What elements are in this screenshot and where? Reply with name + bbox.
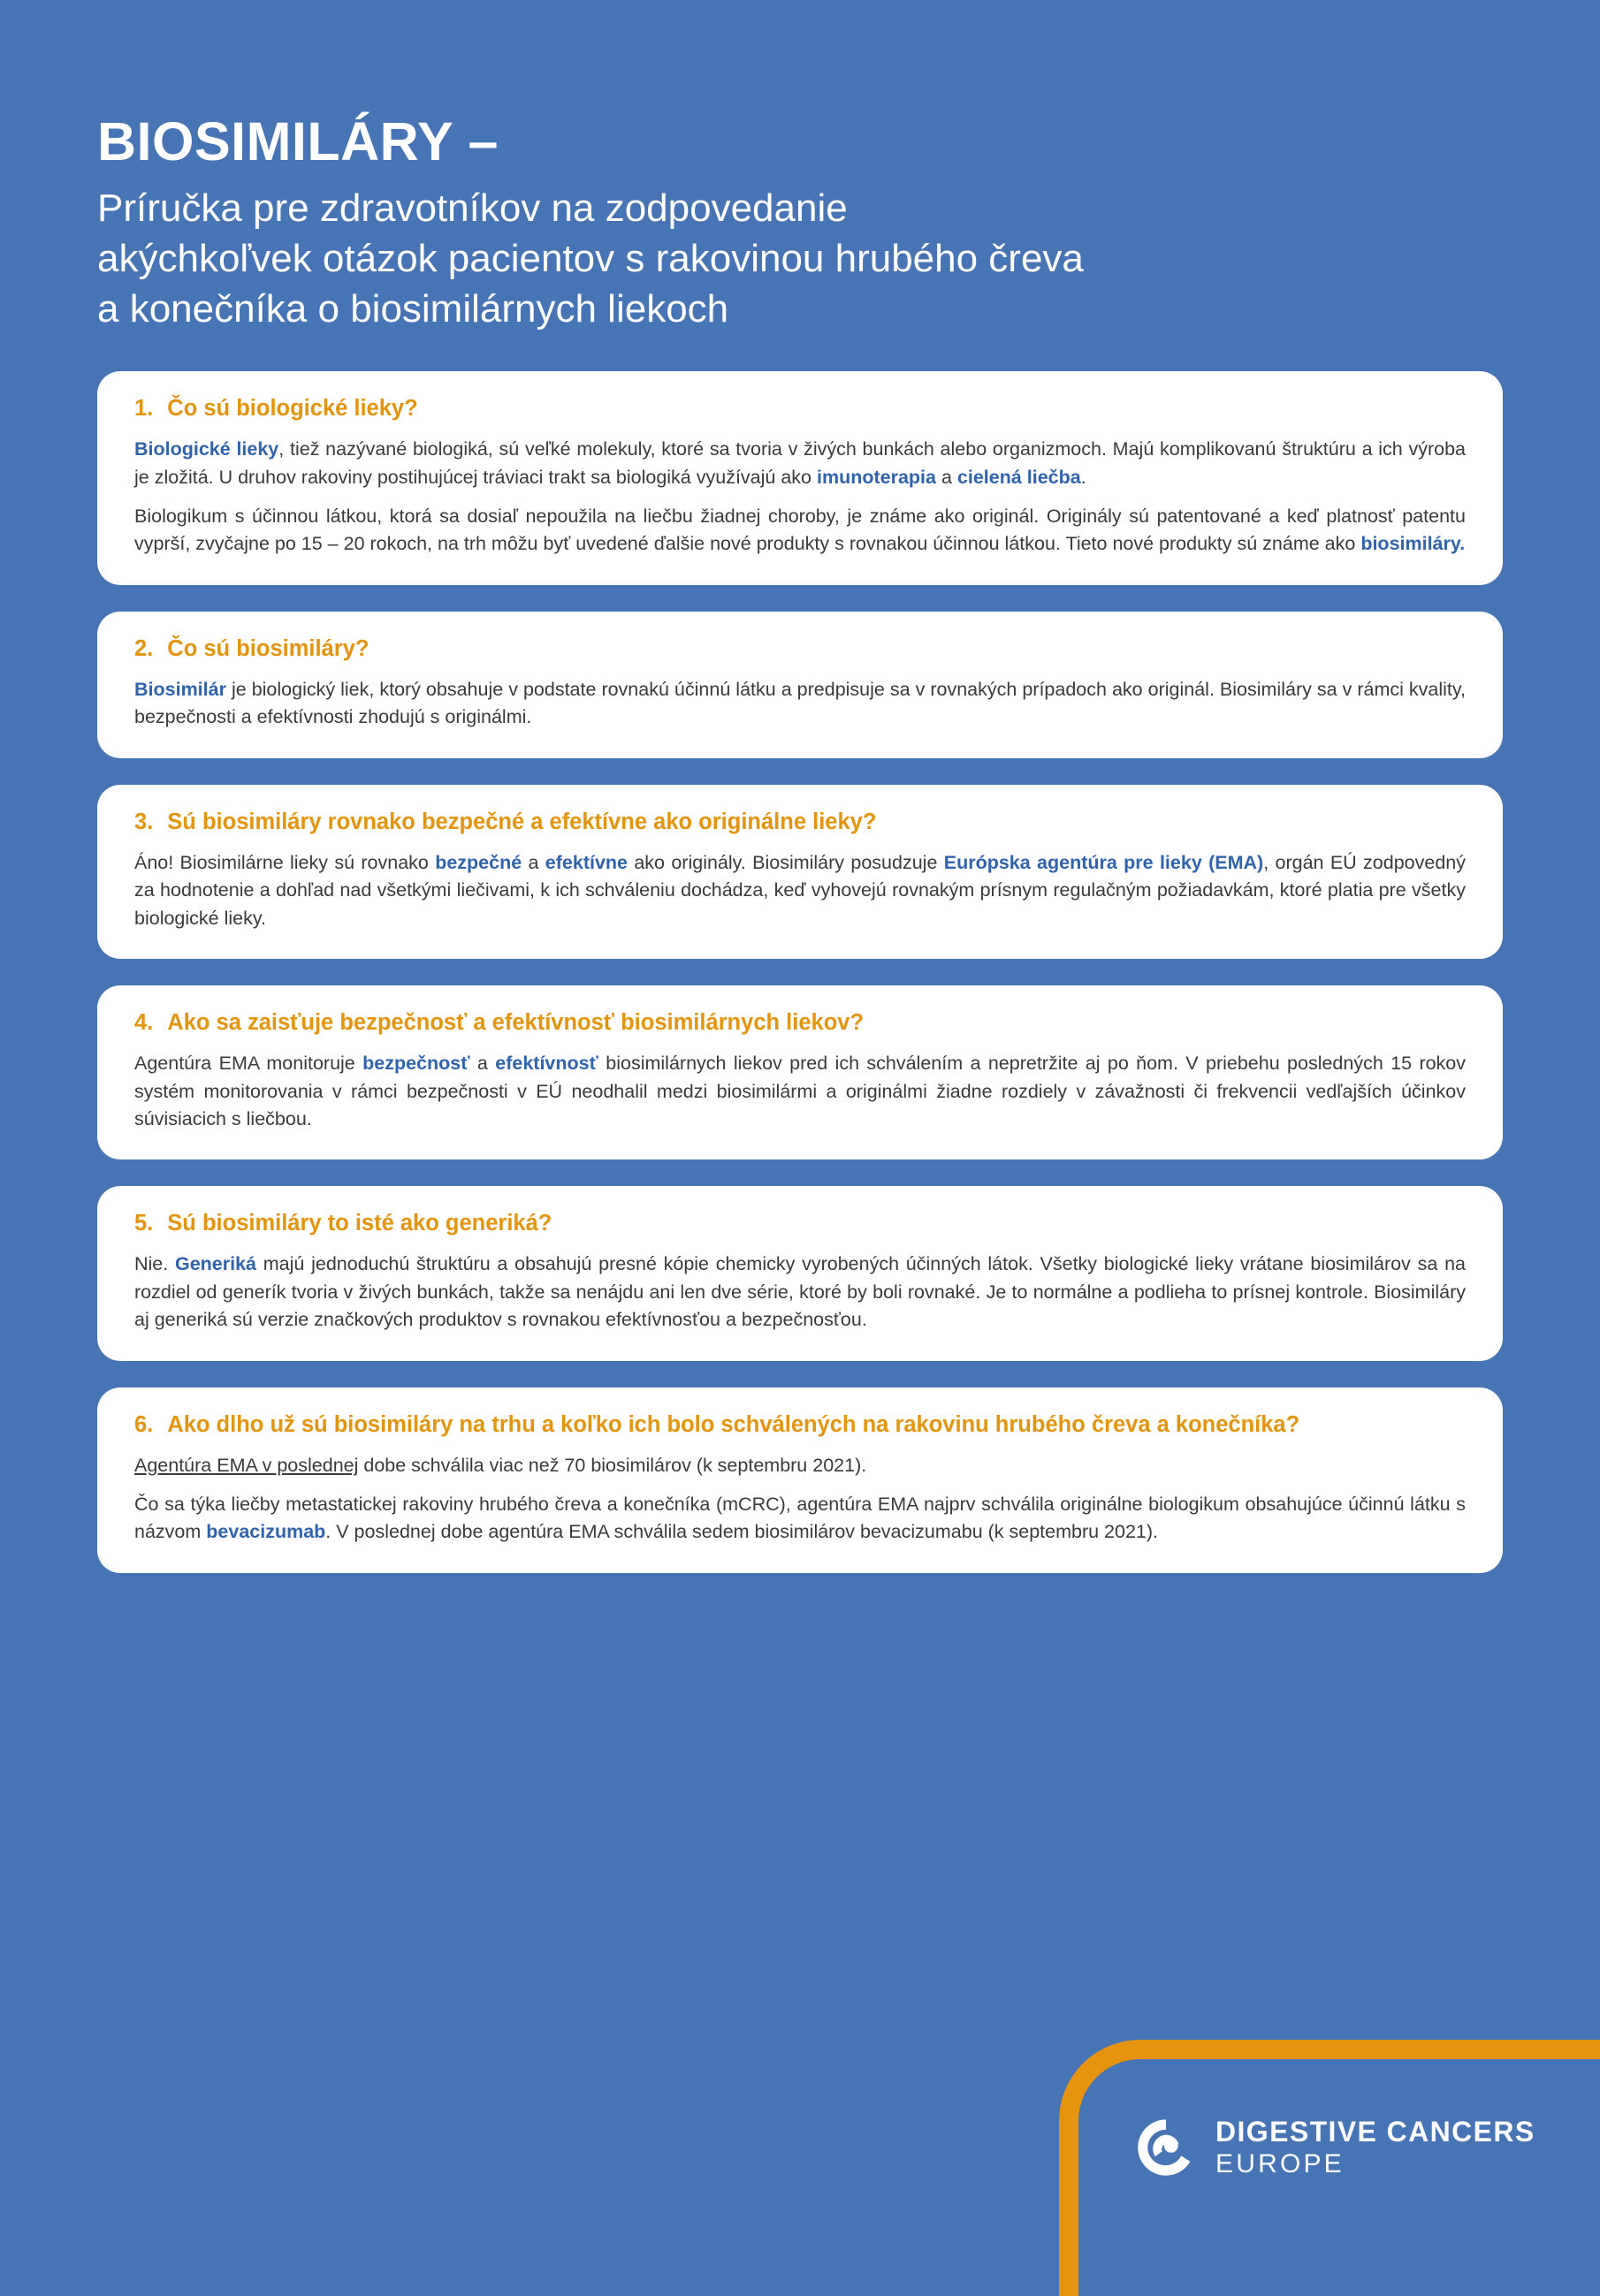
faq-answer-paragraph (134, 849, 1466, 932)
faq-card (97, 612, 1503, 758)
answer-text-run: Agentúra EMA monitoruje (134, 1053, 363, 1075)
answer-text-run: a (522, 851, 545, 873)
highlighted-term: Biosimilár (134, 679, 226, 700)
digestive-cancers-europe-c-mark-icon (1134, 2116, 1198, 2179)
page-subtitle (97, 183, 1503, 335)
faq-answer-paragraph (134, 436, 1466, 491)
faq-question-number: 6. (134, 1411, 154, 1437)
answer-text-run: majú jednoduchú štruktúru a obsahujú presné kópie chemicky vyrobených účinných látok. Všetky biologické lieky vrátane biosimilárov sa na rozdiel od generík tvoria v živých bunkách, takže sa nenájdu ani len dve série, ktoré by boli rovnaké. Je to normálne a podlieha to prísnej kontrole. Biosimiláry aj generiká sú verzie značkových produktov s rovnakou efektívnosťou a bezpečnosťou. (134, 1253, 1466, 1331)
faq-question-text: Ako sa zaisťuje bezpečnosť a efektívnosť biosimilárnych liekov? (167, 1010, 865, 1036)
highlighted-term: bezpečnosť (362, 1053, 470, 1075)
faq-question-number: 2. (134, 635, 154, 661)
highlighted-term: Biologické lieky (134, 438, 279, 460)
highlighted-term: efektívne (545, 851, 629, 873)
answer-text-run: Čo sa týka liečby metastatickej rakoviny hrubého čreva a konečníka (mCRC), agentúra EMA najprv schválila originálne biologikum obsahujúce účinnú látku s názvom (134, 1494, 1466, 1543)
page-subtitle-line-1: Príručka pre zdravotníkov na zodpovedanie (97, 186, 848, 230)
page-subtitle-line-3: a konečníka o biosimilárnych liekoch (97, 287, 729, 331)
faq-answer-paragraph (134, 676, 1466, 732)
page-subtitle-line-2: akýchkoľvek otázok pacientov s rakovinou hrubého čreva (97, 236, 1084, 280)
faq-card (97, 371, 1503, 585)
faq-card (97, 1387, 1503, 1573)
faq-question-number: 3. (134, 809, 154, 834)
highlighted-term: Európska agentúra pre lieky (EMA) (943, 851, 1264, 873)
faq-question-heading (134, 394, 1466, 423)
logo-wordmark (1215, 2117, 1535, 2178)
answer-text-run: . V poslednej dobe agentúra EMA schválila sedem biosimilárov bevacizumabu (k septembru 2021). (325, 1521, 1159, 1543)
faq-question-heading (134, 1410, 1466, 1440)
highlighted-term: bevacizumab (206, 1521, 326, 1543)
highlighted-term: efektívnosť (495, 1053, 598, 1075)
answer-text-run: a (469, 1053, 496, 1075)
highlighted-term: biosimiláry. (1360, 533, 1466, 555)
faq-question-text: Čo sú biologické lieky? (167, 396, 418, 422)
faq-question-text: Ako dlho už sú biosimiláry na trhu a koľko ich bolo schválených na rakovinu hrubého čreva a konečníka? (167, 1411, 1300, 1437)
faq-card-list (0, 371, 1600, 1573)
answer-text-run: Nie. (134, 1253, 175, 1275)
faq-question-number: 4. (134, 1010, 154, 1036)
faq-answer-paragraph (134, 1452, 1466, 1479)
answer-text-run: biosimilárnych liekov pred ich schválením a nepretržite aj po ňom. V priebehu posledných 15 rokov systém monitorovania v rámci bezpečnosti v EÚ neodhalil medzi biosimilármi a originálmi žiadne rozdiely v závažnosti či frekvencii vedľajších účinkov súvisiacich s liečbou. (134, 1053, 1467, 1129)
page-footer (0, 1997, 1600, 2262)
faq-question-heading (134, 635, 1466, 664)
faq-answer-paragraph (134, 1491, 1466, 1547)
faq-question-heading (134, 1008, 1466, 1038)
underlined-term: Agentúra EMA v poslednej (134, 1454, 359, 1476)
faq-question-number: 5. (134, 1211, 154, 1236)
faq-question-number: 1. (134, 396, 154, 422)
highlighted-term: imunoterapia (816, 466, 936, 488)
logo-line-1: DIGESTIVE CANCERS (1215, 2116, 1535, 2148)
faq-answer-paragraph (134, 1050, 1466, 1133)
answer-text-run: ako originály. Biosimiláry posudzuje (628, 851, 944, 873)
page-header (0, 0, 1600, 334)
answer-text-run: Áno! Biosimilárne lieky sú rovnako (134, 851, 436, 873)
organization-logo (1134, 2116, 1535, 2179)
highlighted-term: Generiká (174, 1253, 257, 1275)
faq-answer-paragraph (134, 1251, 1466, 1334)
highlighted-term: cielená liečba (956, 466, 1081, 488)
faq-card (97, 1186, 1503, 1360)
highlighted-term: bezpečné (435, 851, 522, 873)
answer-text-run: je biologický liek, ktorý obsahuje v podstate rovnakú účinnú látku a predpisuje sa v rovnakých prípadoch ako originál. Biosimiláry sa v rámci kvality, bezpečnosti a efektívnosti zhodujú s originálmi. (134, 679, 1466, 728)
faq-answer-paragraph (134, 503, 1466, 559)
answer-text-run: , tiež nazývané biologiká, sú veľké molekuly, ktoré sa tvoria v živých bunkách alebo organizmoch. Majú komplikovanú štruktúru a ich výroba je zložitá. U druhov rakoviny postihujúcej tráviaci trakt sa biologiká využívajú ako (134, 438, 1467, 488)
faq-question-heading (134, 1209, 1466, 1238)
page-title: BIOSIMILÁRY – (97, 111, 499, 171)
answer-text-run: a (935, 466, 957, 488)
answer-text-run: dobe schválila viac než 70 biosimilárov (k septembru 2021). (358, 1454, 867, 1476)
faq-card (97, 985, 1503, 1159)
answer-text-run: Biologikum s účinnou látkou, ktorá sa dosiaľ nepoužila na liečbu žiadnej choroby, je známe ako originál. Originály sú patentované a keď platnosť patentu vyprší, zvyčajne po 15 – 20 rokoch, na trh môžu byť uvedené ďalšie nové produkty s rovnakou účinnou látkou. Tieto nové produkty sú známe ako (134, 506, 1466, 555)
faq-question-text: Sú biosimiláry rovnako bezpečné a efektívne ako originálne lieky? (167, 809, 877, 834)
faq-question-heading (134, 808, 1466, 837)
faq-card (97, 785, 1503, 959)
logo-line-2: EUROPE (1215, 2149, 1345, 2178)
faq-question-text: Sú biosimiláry to isté ako generiká? (167, 1211, 552, 1236)
answer-text-run: . (1080, 466, 1086, 488)
faq-question-text: Čo sú biosimiláry? (167, 635, 370, 661)
answer-text-run: , orgán EÚ zodpovedný za hodnotenie a dohľad nad všetkými liečivami, k ich schváleniu dochádza, keď vyhovejú rovnakým prísnym regulačným požiadavkám, ktoré platia pre všetky biologické lieky. (134, 851, 1466, 929)
